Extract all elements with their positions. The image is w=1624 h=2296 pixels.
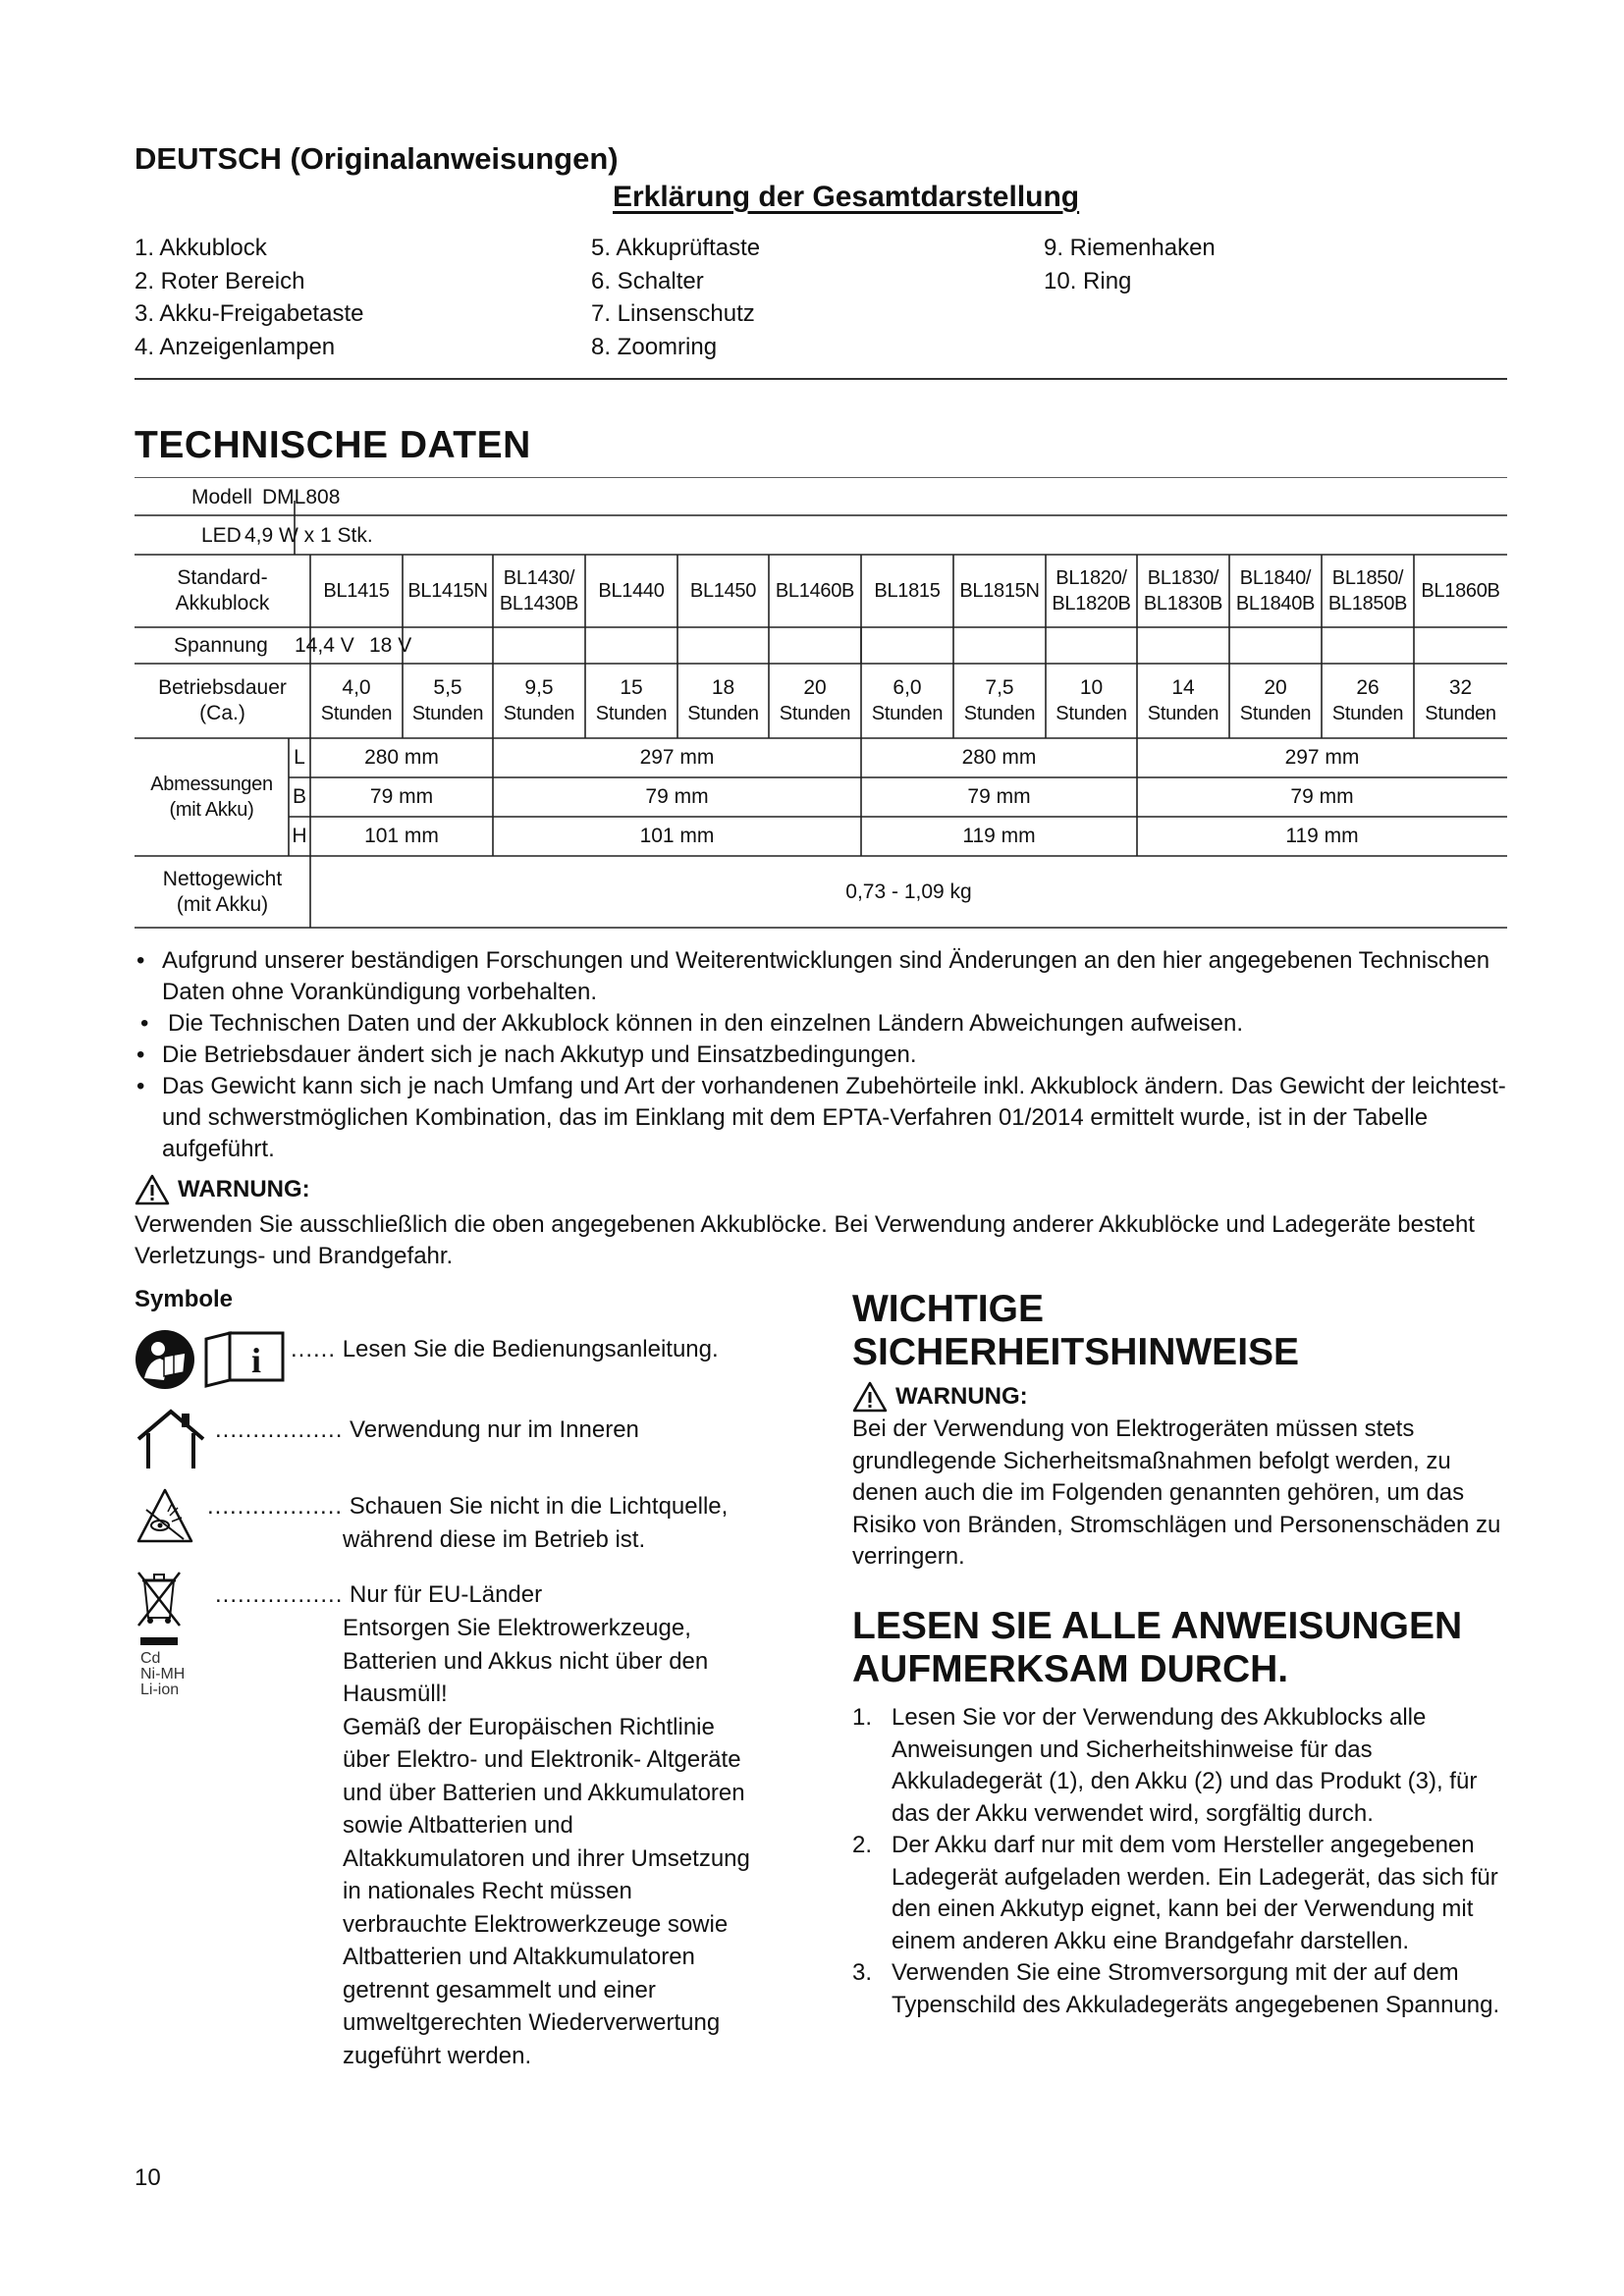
battery-model-cell: BL1460B [775,580,855,602]
dimension-value: 101 mm [364,825,439,847]
symbols-title: Symbole [135,1286,234,1312]
read-manual-person-icon [135,1329,195,1390]
runtime-cell: 32 Stunden [1425,676,1496,724]
overview-item: 6. Schalter [591,267,704,294]
battery-model-cell: BL1430/ BL1430B [499,567,579,614]
warning-heading: WARNUNG: [135,1174,310,1205]
warning-triangle-icon [852,1381,888,1413]
read-manual-text: ...... Lesen Sie die Bedienungsanleitung. [291,1336,719,1362]
dimension-value: 79 mm [369,785,434,808]
battery-model-cell: BL1820/ BL1820B [1052,567,1131,614]
eu-text-line: Altbatterien und Altakkumulatoren [343,1944,695,1970]
warning-text: Verwenden Sie ausschließlich die oben angegebenen Akkublöcke. Bei Verwendung anderer Akkublöcke und Ladegeräte besteht Verletzungs- und Brandgefahr. [135,1211,1475,1269]
eu-text-line: Entsorgen Sie Elektrowerkzeuge, [343,1615,691,1641]
language-title: DEUTSCH (Originalanweisungen) [135,141,619,176]
model-value: DML808 [262,485,341,508]
overview-item: 3. Akku-Freigabetaste [135,300,364,327]
battery-model-cell: BL1840/ BL1840B [1235,567,1316,614]
do-not-look-into-light-icon [135,1486,195,1547]
safety-title: WICHTIGE SICHERHEITSHINWEISE [852,1288,1300,1373]
battery-model-cell: BL1815 [874,580,941,602]
overview-item: 10. Ring [1044,267,1132,294]
overview-title: Erklärung der Gesamtdarstellung [613,181,1080,213]
model-label: Modell [191,485,252,508]
overview-column-3 [1044,232,1216,297]
runtime-cell: 9,5 Stunden [503,676,575,724]
dimension-value: 79 mm [645,785,709,808]
runtime-cell: 6,0 Stunden [871,676,944,724]
overview-item: 5. Akkuprüftaste [591,235,761,261]
indoor-use-house-icon [135,1408,207,1470]
dimension-value: 119 mm [1285,825,1359,847]
note-item: • Die Betriebsdauer ändert sich je nach Akkutyp und Einsatzbedingungen. [136,1041,917,1068]
battery-model-cell: BL1450 [689,580,757,602]
svg-text:i: i [250,1341,262,1380]
list-item: 1. Lesen Sie vor der Verwendung des Akkublocks alle Anweisungen und Sicherheitshinweise für das Akkuladegerät (1), den Akku (2) und das Produkt (3), für das der Akku verwendet wird, sorgfältig durch. [852,1704,1478,1827]
battery-model-cell: BL1830/ BL1830B [1143,567,1223,614]
dimension-value: 101 mm [639,825,715,847]
dimension-value: 297 mm [639,746,715,769]
spec-notes [135,945,1509,1165]
voltage-14: 14,4 V [295,633,354,657]
battery-chemistry-labels: Cd Ni-MH Li-ion [140,1650,186,1698]
section-divider [135,378,1507,380]
manual-info-icon [202,1329,287,1390]
eu-disposal-text [343,1612,750,2072]
led-label: LED [201,524,242,547]
dimension-key: L [294,746,305,769]
overview-item: 8. Zoomring [591,333,718,360]
battery-model-cell: BL1850/ BL1850B [1327,567,1408,614]
eu-text-line: Altakkumulatoren und ihrer Umsetzung [343,1844,750,1872]
note-item: • Die Technischen Daten und der Akkublock können in den einzelnen Ländern Abweichungen aufweisen. [140,1010,1243,1037]
overview-item: 7. Linsenschutz [591,300,755,327]
overview-item: 9. Riemenhaken [1044,235,1216,261]
note-item: • Aufgrund unserer beständigen Forschungen und Weiterentwicklungen sind Änderungen an den hier angegebenen Technischen Daten ohne Vorankündigung vorbehalten. [136,947,1490,1005]
runtime-cell: 26 Stunden [1331,676,1404,724]
eu-text-line: getrennt gesammelt und einer [343,1976,656,2003]
battery-model-cell: BL1815N [959,580,1040,602]
light-warning-text: .................. Schauen Sie nicht in die Lichtquelle, während diese im Betrieb ist. [207,1493,729,1553]
eu-text-line: umweltgerechten Wiederverwertung [343,2009,721,2036]
battery-model-cell: BL1415 [323,580,390,602]
crossed-out-bin-icon [135,1569,184,1631]
runtime-cell: 5,5 Stunden [411,676,484,724]
eu-text-line: und über Batterien und Akkumulatoren [343,1779,745,1806]
dimension-value: 280 mm [364,746,439,769]
runtime-cell: 20 Stunden [1239,676,1312,724]
battery-model-cell: BL1440 [598,580,665,602]
overview-column-2 [591,232,760,363]
indoor-text: ................. Verwendung nur im Inneren [215,1416,639,1443]
eu-text-line: über Elektro- und Elektronik- Altgeräte [343,1746,741,1773]
battery-label: Standard- Akkublock [175,566,270,614]
eu-text-line: zugeführt werden. [343,2042,532,2069]
page-number: 10 [135,2164,161,2191]
weight-label: Nettogewicht (mit Akku) [162,867,283,916]
eu-text-line: sowie Altbatterien und [343,1812,573,1839]
battery-model-cell: BL1860B [1421,580,1500,602]
weee-bar [140,1637,178,1645]
runtime-cell: 15 Stunden [595,676,668,724]
runtime-cell: 18 Stunden [687,676,759,724]
runtime-cell: 7,5 Stunden [963,676,1036,724]
voltage-18: 18 V [369,633,412,657]
eu-text-line: in nationales Recht müssen [343,1878,632,1904]
weight-value: 0,73 - 1,09 kg [845,880,972,903]
runtime-label: Betriebsdauer (Ca.) [158,676,287,724]
runtime-cell: 10 Stunden [1056,676,1127,724]
tech-data-title: TECHNISCHE DATEN [135,424,531,466]
eu-text-line: Hausmüll! [343,1681,448,1707]
note-item: • Das Gewicht kann sich je nach Umfang und Art der vorhandenen Zubehörteile inkl. Akkublock ändern. Das Gewicht der leichtest- und schwerstmöglichen Kombination, das im Einklang mit dem EPTA-Verfahren 01/2014 ermittelt wurde, ist in der Tabelle aufgeführt. [136,1073,1506,1162]
eu-label-line: ................. Nur für EU-Länder [215,1581,543,1608]
dimension-value: 280 mm [961,746,1037,769]
safety-warning-text: Bei der Verwendung von Elektrogeräten müssen stets grundlegende Sicherheitsmaßnahmen befolgt werden, zu denen auch die im Folgenden genannten gehören, um das Risiko von Bränden, Stromschlägen und Personenschäden zu verringern. [852,1415,1501,1570]
warning-triangle-icon [135,1174,170,1205]
voltage-label: Spannung [174,633,268,657]
read-all-list [852,1702,1510,2021]
led-value: 4,9 W x 1 Stk. [244,524,373,547]
eu-text-line: Batterien und Akkus nicht über den [343,1647,709,1675]
dimension-value: 119 mm [962,825,1036,847]
dimension-key: B [292,785,306,808]
runtime-cell: 20 Stunden [779,676,851,724]
eu-text-line: verbrauchte Elektrowerkzeuge sowie [343,1910,729,1938]
overview-column-1 [135,232,363,363]
dimension-value: 297 mm [1284,746,1360,769]
overview-item: 1. Akkublock [135,235,267,261]
runtime-cell: 4,0 Stunden [320,676,393,724]
read-all-title: LESEN SIE ALLE ANWEISUNGEN AUFMERKSAM DURCH. [852,1605,1463,1690]
dimensions-label: Abmessungen (mit Akku) [150,774,273,821]
spec-table [135,477,1507,929]
dimension-key: H [292,825,307,847]
dimension-value: 79 mm [1290,785,1354,808]
list-item: 2. Der Akku darf nur mit dem vom Hersteller angegebenen Ladegerät aufgeladen werden. Ein Ladegerät, das sich für den einen Akkutyp eignet, kann bei der Verwendung mit einem anderen Akku eine Brandgefahr darstellen. [852,1832,1498,1954]
overview-item: 4. Anzeigenlampen [135,333,336,360]
runtime-cell: 14 Stunden [1147,676,1219,724]
safety-warning-heading: WARNUNG: [852,1381,1028,1413]
battery-model-cell: BL1415N [407,580,488,602]
list-item: 3. Verwenden Sie eine Stromversorgung mit der auf dem Typenschild des Akkuladegeräts angegebenen Spannung. [852,1959,1500,2018]
eu-text-line: Gemäß der Europäischen Richtlinie [343,1713,715,1740]
overview-item: 2. Roter Bereich [135,267,305,294]
dimension-value: 79 mm [967,785,1031,808]
